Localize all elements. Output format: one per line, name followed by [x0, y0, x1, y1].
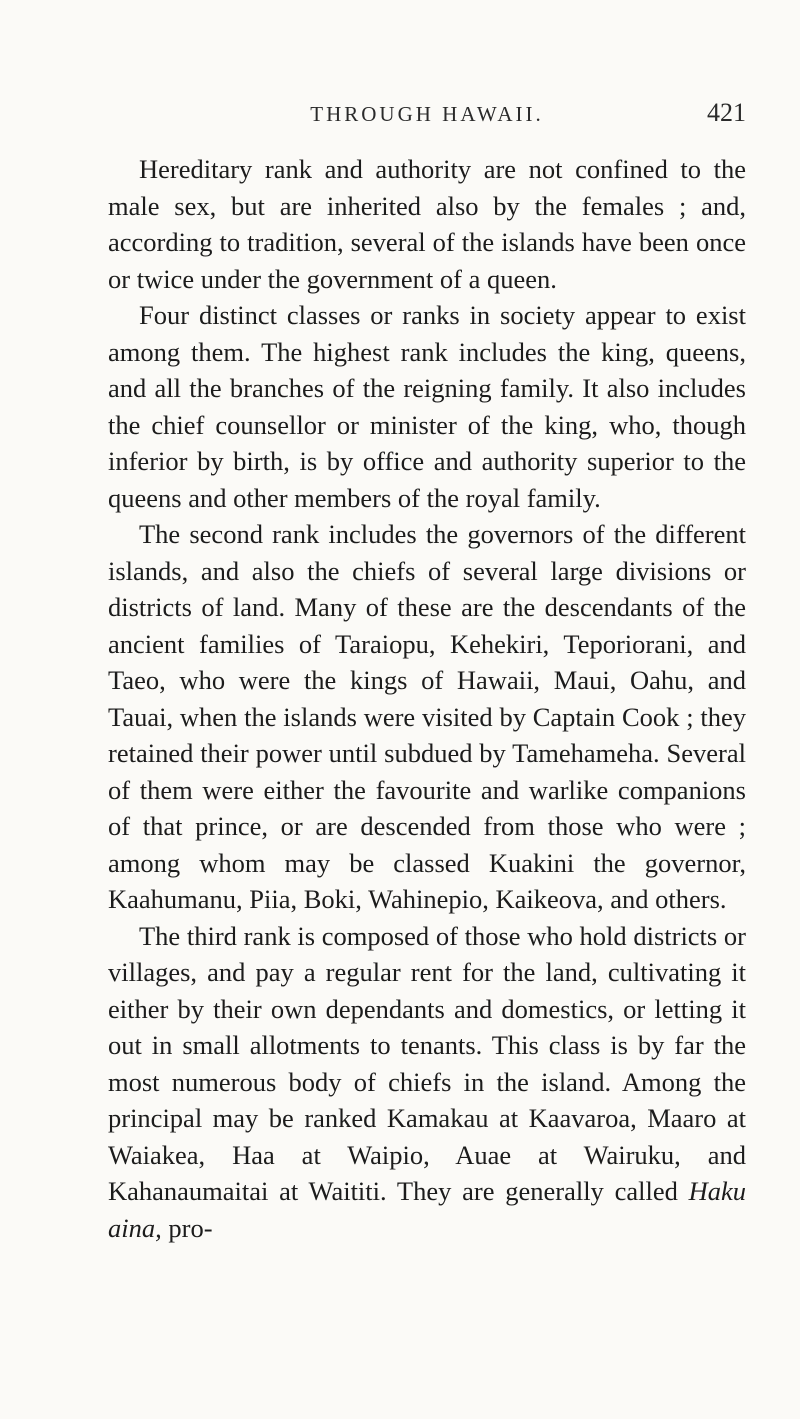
page-number: 421	[707, 98, 746, 127]
term-haku-aina: Haku aina,	[108, 1176, 746, 1243]
page-header	[108, 96, 746, 136]
body-text	[108, 151, 746, 1246]
paragraph-hereditary-rank: Hereditary rank and authority are not confined to the male sex, but are inherited also by the females ; and, according to tradition, several of the islands have been once or twice under the government of a queen.	[108, 154, 746, 294]
paragraph-third-rank	[108, 918, 746, 1247]
paragraph-four-classes: Four distinct classes or ranks in society appear to exist among them. The highest rank includes the king, queens, and all the branches of the reigning family. It also includes the chief counsellor or minister of the king, who, though inferior by birth, is by office and authority superior to the queens and other members of the royal family.	[108, 300, 746, 513]
paragraph-third-rank-text: The third rank is composed of those who hold districts or villages, and pay a regular rent for the land, cultivating it either by their own dependants and domestics, or letting it out in small allotments to tenants. This class is by far the most numerous body of chiefs in the island. Among the principal may be ranked Kamakau at Kaavaroa, Maaro at Waiakea, Haa at Waipio, Auae at Wairuku, and Kahanaumaitai at Waititi. They are generally called	[108, 920, 746, 1206]
paragraph-second-rank: The second rank includes the governors of the different islands, and also the chiefs of several large divisions or districts of land. Many of these are the descendants of the ancient families of Taraiopu, Kehekiri, Teporiorani, and Taeo, who were the kings of Hawaii, Maui, Oahu, and Tauai, when the islands were visited by Captain Cook ; they retained their power until subdued by Tamehameha. Several of them were either the favourite and warlike companions of that prince, or are descended from those who were ; among whom may be classed Kuakini the governor, Kaahumanu, Piia, Boki, Wahinepio, Kaikeova, and others.	[108, 519, 746, 914]
running-title: THROUGH HAWAII.	[310, 102, 544, 126]
paragraph-third-rank-continuation: pro-	[161, 1212, 213, 1243]
